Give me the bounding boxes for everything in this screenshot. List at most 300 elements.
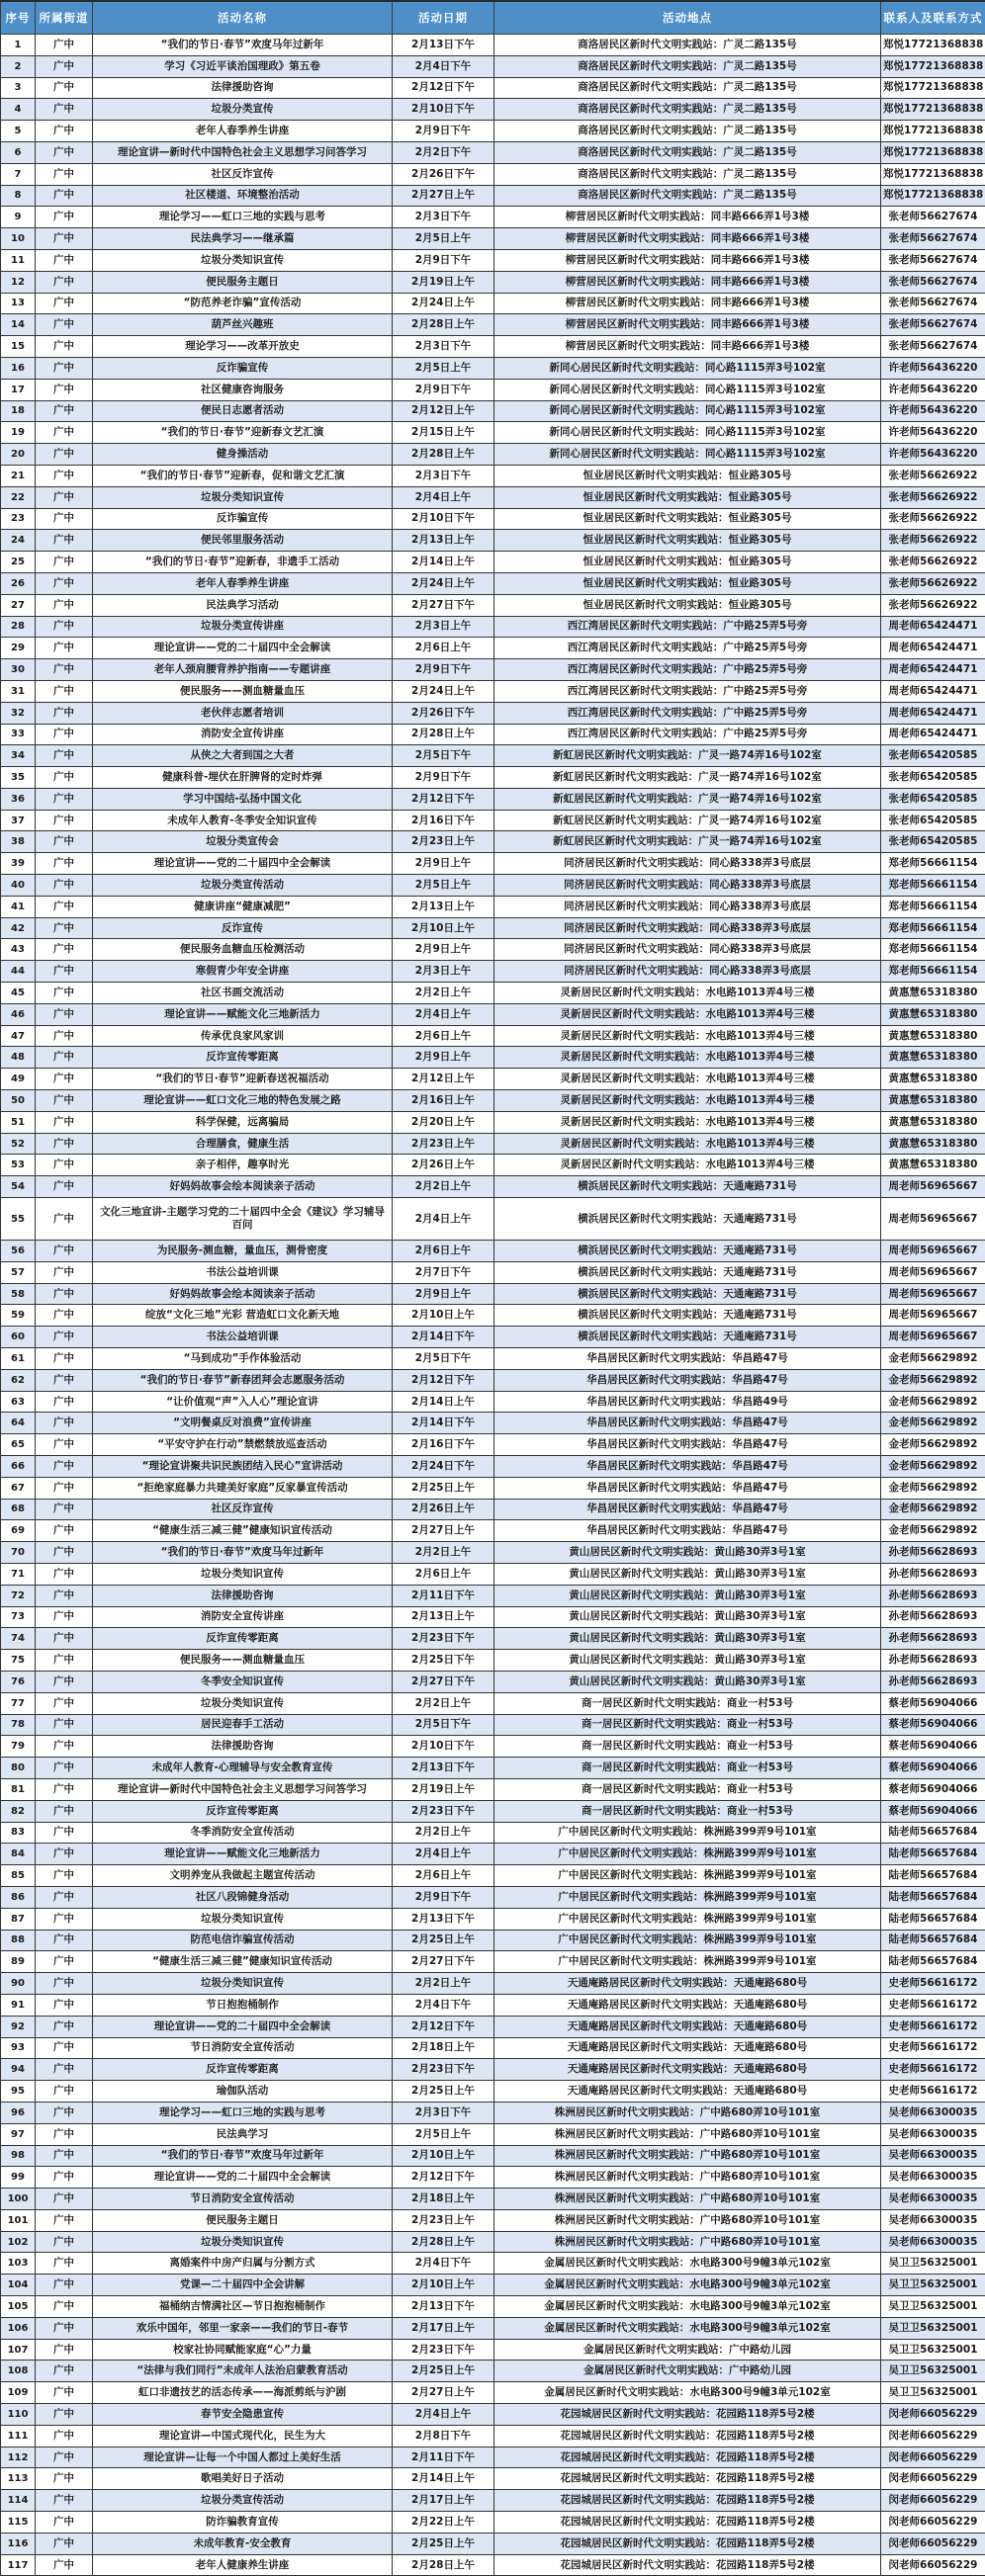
cell-activity-name: 老年人健康养生讲座	[93, 2554, 393, 2576]
cell-no: 67	[1, 1477, 36, 1499]
cell-activity-place: 商一居民区新时代文明实践站：商业一村53号	[494, 1778, 881, 1800]
cell-no: 77	[1, 1692, 36, 1714]
cell-activity-place: 华昌居民区新时代文明实践站：华昌路47号	[494, 1413, 881, 1434]
cell-activity-date: 2月27日下午	[393, 1951, 494, 1973]
cell-activity-place: 柳营居民区新时代文明实践站：同丰路666弄1号3楼	[494, 228, 881, 250]
cell-activity-name: 法律援助咨询	[93, 1585, 393, 1606]
cell-activity-date: 2月4日上午	[393, 1198, 494, 1241]
cell-activity-place: 新虹居民区新时代文明实践站：广灵一路74弄16号102室	[494, 810, 881, 831]
cell-street: 广中	[36, 1499, 93, 1520]
cell-contact: 金老师56629892	[881, 1369, 985, 1391]
cell-no: 9	[1, 207, 36, 228]
cell-activity-date: 2月23日上午	[393, 1133, 494, 1155]
cell-activity-place: 恒业居民区新时代文明实践站：恒业路305号	[494, 552, 881, 573]
cell-no: 71	[1, 1563, 36, 1585]
cell-contact: 张老师56627674	[881, 249, 985, 271]
cell-activity-name: 垃圾分类宣传	[93, 99, 393, 121]
cell-activity-place: 横浜居民区新时代文明实践站：天通庵路731号	[494, 1327, 881, 1348]
cell-no: 23	[1, 508, 36, 530]
cell-activity-name: 理论学习——改革开放史	[93, 336, 393, 358]
cell-no: 98	[1, 2145, 36, 2167]
cell-street: 广中	[36, 2296, 93, 2318]
cell-activity-date: 2月8日下午	[393, 2425, 494, 2447]
cell-contact: 郑悦17721368838	[881, 163, 985, 185]
cell-activity-name: 垃圾分类宣传会	[93, 831, 393, 853]
table-row	[1, 1973, 985, 1995]
cell-contact: 郑悦17721368838	[881, 141, 985, 163]
cell-contact: 张老师56626922	[881, 486, 985, 508]
cell-activity-place: 广中居民区新时代文明实践站：株洲路399弄9号101室	[494, 1844, 881, 1865]
table-row	[1, 1047, 985, 1069]
table-row	[1, 875, 985, 897]
cell-activity-place: 株洲居民区新时代文明实践站：广中路680弄10号101室	[494, 2102, 881, 2123]
table-row	[1, 1305, 985, 1327]
cell-contact: 张老师56627674	[881, 336, 985, 358]
cell-activity-place: 金属居民区新时代文明实践站：水电路300号9幢3单元102室	[494, 2382, 881, 2404]
cell-activity-name: 垃圾分类知识宣传	[93, 1563, 393, 1585]
cell-activity-date: 2月19日上午	[393, 271, 494, 293]
cell-activity-place: 新虹居民区新时代文明实践站：广灵一路74弄16号102室	[494, 788, 881, 810]
table-row	[1, 1003, 985, 1025]
cell-activity-date: 2月18日上午	[393, 2189, 494, 2210]
table-row	[1, 2382, 985, 2404]
cell-activity-date: 2月16日上午	[393, 1090, 494, 1112]
cell-activity-place: 华昌居民区新时代文明实践站：华昌路47号	[494, 1477, 881, 1499]
cell-activity-place: 金属居民区新时代文明实践站：水电路300号9幢3单元102室	[494, 2253, 881, 2275]
table-row	[1, 616, 985, 638]
cell-street: 广中	[36, 99, 93, 121]
cell-street: 广中	[36, 465, 93, 486]
cell-activity-place: 灵新居民区新时代文明实践站：水电路1013弄4号三楼	[494, 1025, 881, 1047]
table-row	[1, 1241, 985, 1262]
cell-activity-date: 2月2日上午	[393, 1822, 494, 1844]
cell-contact: 蔡老师56904066	[881, 1758, 985, 1779]
table-row	[1, 228, 985, 250]
table-row	[1, 594, 985, 616]
cell-street: 广中	[36, 2339, 93, 2361]
cell-street: 广中	[36, 1671, 93, 1692]
cell-activity-place: 天通庵路居民区新时代文明实践站：天通庵路680号	[494, 2059, 881, 2081]
cell-activity-date: 2月23日下午	[393, 1628, 494, 1650]
cell-contact: 陆老师56657684	[881, 1865, 985, 1887]
cell-no: 82	[1, 1800, 36, 1822]
table-row	[1, 314, 985, 336]
cell-activity-date: 2月15日上午	[393, 422, 494, 444]
cell-street: 广中	[36, 1930, 93, 1951]
cell-activity-place: 柳营居民区新时代文明实践站：同丰路666弄1号3楼	[494, 314, 881, 336]
cell-activity-name: 理论宣讲—新时代中国特色社会主义思想学习问答学习	[93, 141, 393, 163]
cell-contact: 张老师56627674	[881, 207, 985, 228]
cell-street: 广中	[36, 1456, 93, 1478]
cell-no: 16	[1, 357, 36, 379]
cell-activity-place: 黄山居民区新时代文明实践站：黄山路30弄3号1室	[494, 1650, 881, 1672]
cell-activity-date: 2月9日下午	[393, 659, 494, 681]
cell-activity-date: 2月9日下午	[393, 1886, 494, 1908]
cell-no: 46	[1, 1003, 36, 1025]
table-row	[1, 917, 985, 939]
cell-activity-date: 2月24日下午	[393, 1456, 494, 1478]
cell-activity-place: 商一居民区新时代文明实践站：商业一村53号	[494, 1714, 881, 1736]
cell-activity-name: 党课—二十届四中全会讲解	[93, 2275, 393, 2296]
cell-no: 106	[1, 2317, 36, 2339]
cell-contact: 周老师56965667	[881, 1305, 985, 1327]
cell-street: 广中	[36, 745, 93, 767]
cell-contact: 闵老师66056229	[881, 2512, 985, 2533]
cell-activity-place: 株洲居民区新时代文明实践站：广中路680弄10号101室	[494, 2231, 881, 2253]
cell-activity-place: 恒业居民区新时代文明实践站：恒业路305号	[494, 508, 881, 530]
cell-activity-date: 2月7日下午	[393, 1261, 494, 1283]
cell-contact: 闵老师66056229	[881, 2425, 985, 2447]
cell-activity-name: “我们的节日·春节”新春团拜会志愿服务活动	[93, 1369, 393, 1391]
cell-contact: 黄惠慧65318380	[881, 1025, 985, 1047]
cell-activity-date: 2月14日上午	[393, 552, 494, 573]
cell-contact: 蔡老师56904066	[881, 1736, 985, 1758]
cell-activity-name: 民法典学习	[93, 2123, 393, 2145]
cell-activity-date: 2月2日上午	[393, 1542, 494, 1564]
cell-activity-name: “拒绝家庭暴力共建美好家庭”反家暴宣传活动	[93, 1477, 393, 1499]
cell-street: 广中	[36, 228, 93, 250]
cell-no: 116	[1, 2533, 36, 2554]
cell-no: 112	[1, 2447, 36, 2468]
cell-no: 24	[1, 530, 36, 552]
cell-contact: 许老师56436220	[881, 444, 985, 466]
cell-contact: 郑老师56661154	[881, 961, 985, 983]
cell-street: 广中	[36, 702, 93, 724]
cell-activity-date: 2月4日上午	[393, 2404, 494, 2426]
cell-street: 广中	[36, 1778, 93, 1800]
cell-contact: 孙老师56628693	[881, 1628, 985, 1650]
cell-street: 广中	[36, 2447, 93, 2468]
cell-activity-date: 2月23日上午	[393, 831, 494, 853]
cell-activity-place: 同济居民区新时代文明实践站：同心路338弄3号底层	[494, 961, 881, 983]
cell-street: 广中	[36, 2533, 93, 2554]
cell-street: 广中	[36, 2253, 93, 2275]
cell-activity-name: 理论宣讲—让每一个中国人都过上美好生活	[93, 2447, 393, 2468]
cell-no: 105	[1, 2296, 36, 2318]
cell-activity-place: 商洛居民区新时代文明实践站：广灵二路135号	[494, 35, 881, 56]
cell-activity-place: 西江湾居民区新时代文明实践站：广中路25弄5号旁	[494, 702, 881, 724]
cell-contact: 郑悦17721368838	[881, 35, 985, 56]
cell-activity-name: “健康生活三减三健”健康知识宣传活动	[93, 1520, 393, 1542]
cell-no: 18	[1, 400, 36, 422]
table-row	[1, 1198, 985, 1241]
cell-contact: 郑老师56661154	[881, 875, 985, 897]
cell-no: 42	[1, 917, 36, 939]
cell-activity-name: 理论宣讲——党的二十届四中全会解读	[93, 853, 393, 875]
cell-no: 34	[1, 745, 36, 767]
cell-activity-date: 2月28日上午	[393, 314, 494, 336]
cell-no: 36	[1, 788, 36, 810]
cell-contact: 金老师56629892	[881, 1477, 985, 1499]
cell-activity-place: 恒业居民区新时代文明实践站：恒业路305号	[494, 594, 881, 616]
cell-contact: 陆老师56657684	[881, 1822, 985, 1844]
cell-contact: 周老师65424471	[881, 702, 985, 724]
cell-contact: 闵老师66056229	[881, 2490, 985, 2512]
cell-contact: 史老师56616172	[881, 1973, 985, 1995]
cell-activity-place: 天通庵路居民区新时代文明实践站：天通庵路680号	[494, 2016, 881, 2037]
cell-activity-date: 2月9日下午	[393, 121, 494, 142]
cell-activity-place: 广中居民区新时代文明实践站：株洲路399弄9号101室	[494, 1908, 881, 1930]
cell-street: 广中	[36, 1951, 93, 1973]
cell-activity-place: 商一居民区新时代文明实践站：商业一村53号	[494, 1692, 881, 1714]
cell-no: 93	[1, 2037, 36, 2059]
table-row	[1, 1650, 985, 1672]
cell-activity-date: 2月10日上午	[393, 2145, 494, 2167]
cell-activity-date: 2月25日下午	[393, 1650, 494, 1672]
cell-activity-date: 2月19日上午	[393, 1778, 494, 1800]
cell-no: 62	[1, 1369, 36, 1391]
cell-activity-date: 2月9日上午	[393, 939, 494, 961]
cell-activity-date: 2月13日下午	[393, 1758, 494, 1779]
cell-activity-place: 恒业居民区新时代文明实践站：恒业路305号	[494, 530, 881, 552]
cell-contact: 孙老师56628693	[881, 1585, 985, 1606]
cell-activity-date: 2月6日上午	[393, 638, 494, 659]
cell-street: 广中	[36, 2189, 93, 2210]
cell-activity-date: 2月5日上午	[393, 875, 494, 897]
table-row	[1, 1714, 985, 1736]
cell-street: 广中	[36, 1241, 93, 1262]
header-activity-place: 活动地点	[494, 1, 881, 35]
cell-activity-name: 反诈宣传	[93, 917, 393, 939]
cell-activity-name: 理论宣讲——赋能文化三地新活力	[93, 1003, 393, 1025]
cell-street: 广中	[36, 1434, 93, 1456]
cell-street: 广中	[36, 1606, 93, 1628]
cell-activity-date: 2月6日上午	[393, 1025, 494, 1047]
cell-contact: 陆老师56657684	[881, 1908, 985, 1930]
cell-activity-place: 花园城居民区新时代文明实践站：花园路118弄5号2楼	[494, 2490, 881, 2512]
cell-activity-date: 2月9日下午	[393, 379, 494, 400]
cell-no: 54	[1, 1176, 36, 1198]
cell-activity-place: 西江湾居民区新时代文明实践站：广中路25弄5号旁	[494, 659, 881, 681]
table-row	[1, 293, 985, 314]
cell-contact: 金老师56629892	[881, 1391, 985, 1413]
cell-activity-name: 反诈宣传零距离	[93, 2059, 393, 2081]
cell-contact: 许老师56436220	[881, 379, 985, 400]
cell-street: 广中	[36, 207, 93, 228]
table-row	[1, 2275, 985, 2296]
cell-no: 37	[1, 810, 36, 831]
cell-contact: 吴老师66300035	[881, 2123, 985, 2145]
cell-activity-place: 商一居民区新时代文明实践站：商业一村53号	[494, 1736, 881, 1758]
cell-activity-place: 灵新居民区新时代文明实践站：水电路1013弄4号三楼	[494, 1111, 881, 1133]
table-row	[1, 1090, 985, 1112]
cell-street: 广中	[36, 1628, 93, 1650]
cell-no: 97	[1, 2123, 36, 2145]
cell-street: 广中	[36, 788, 93, 810]
cell-activity-name: 消防安全宣传讲座	[93, 724, 393, 745]
cell-street: 广中	[36, 271, 93, 293]
cell-no: 33	[1, 724, 36, 745]
cell-contact: 周老师56965667	[881, 1283, 985, 1305]
table-row	[1, 1908, 985, 1930]
cell-activity-name: 虹口非遗技艺的活态传承——海派剪纸与沪剧	[93, 2382, 393, 2404]
cell-no: 43	[1, 939, 36, 961]
cell-activity-place: 华昌居民区新时代文明实践站：华昌路47号	[494, 1499, 881, 1520]
cell-street: 广中	[36, 983, 93, 1004]
cell-activity-name: 便民日志愿者活动	[93, 400, 393, 422]
cell-street: 广中	[36, 1886, 93, 1908]
cell-activity-name: 反诈骗宣传	[93, 508, 393, 530]
cell-activity-date: 2月5日上午	[393, 2123, 494, 2145]
cell-contact: 张老师56626922	[881, 572, 985, 594]
cell-activity-name: 社区楼道、环境整治活动	[93, 185, 393, 207]
cell-activity-name: 冬季安全知识宣传	[93, 1671, 393, 1692]
cell-no: 20	[1, 444, 36, 466]
cell-activity-name: 法律援助咨询	[93, 1736, 393, 1758]
cell-contact: 金老师56629892	[881, 1348, 985, 1370]
cell-no: 12	[1, 271, 36, 293]
cell-activity-place: 花园城居民区新时代文明实践站：花园路118弄5号2楼	[494, 2533, 881, 2554]
cell-street: 广中	[36, 2081, 93, 2103]
cell-activity-date: 2月27日下午	[393, 594, 494, 616]
cell-activity-place: 横浜居民区新时代文明实践站：天通庵路731号	[494, 1261, 881, 1283]
table-row	[1, 724, 985, 745]
cell-street: 广中	[36, 2037, 93, 2059]
cell-activity-name: 寒假青少年安全讲座	[93, 961, 393, 983]
table-row	[1, 638, 985, 659]
cell-activity-name: 社区反诈宣传	[93, 1499, 393, 1520]
table-row	[1, 1434, 985, 1456]
cell-contact: 周老师56965667	[881, 1176, 985, 1198]
cell-contact: 黄惠慧65318380	[881, 1090, 985, 1112]
cell-activity-name: 学习中国结-弘扬中国文化	[93, 788, 393, 810]
cell-no: 50	[1, 1090, 36, 1112]
cell-no: 48	[1, 1047, 36, 1069]
cell-no: 35	[1, 767, 36, 789]
cell-activity-place: 灵新居民区新时代文明实践站：水电路1013弄4号三楼	[494, 1155, 881, 1176]
cell-no: 41	[1, 896, 36, 917]
cell-activity-place: 株洲居民区新时代文明实践站：广中路680弄10号101室	[494, 2145, 881, 2167]
cell-activity-name: 理论宣讲——党的二十届四中全会解读	[93, 2016, 393, 2037]
cell-activity-name: 社区书画交流活动	[93, 983, 393, 1004]
table-row	[1, 1542, 985, 1564]
cell-activity-date: 2月10日上午	[393, 2275, 494, 2296]
table-row	[1, 1736, 985, 1758]
table-row	[1, 163, 985, 185]
cell-contact: 蔡老师56904066	[881, 1800, 985, 1822]
cell-activity-name: 垃圾分类宣传活动	[93, 875, 393, 897]
table-row	[1, 55, 985, 77]
cell-contact: 黄惠慧65318380	[881, 1155, 985, 1176]
cell-contact: 陆老师56657684	[881, 1951, 985, 1973]
cell-contact: 许老师56436220	[881, 422, 985, 444]
cell-contact: 郑老师56661154	[881, 917, 985, 939]
cell-street: 广中	[36, 249, 93, 271]
cell-activity-place: 新同心居民区新时代文明实践站：同心路1115弄3号102室	[494, 444, 881, 466]
cell-street: 广中	[36, 1973, 93, 1995]
table-row	[1, 2447, 985, 2468]
table-row	[1, 1563, 985, 1585]
cell-activity-name: 书法公益培训课	[93, 1327, 393, 1348]
table-row	[1, 2490, 985, 2512]
cell-no: 56	[1, 1241, 36, 1262]
cell-activity-date: 2月4日上午	[393, 486, 494, 508]
cell-no: 96	[1, 2102, 36, 2123]
cell-no: 74	[1, 1628, 36, 1650]
cell-activity-date: 2月10日下午	[393, 1736, 494, 1758]
cell-no: 21	[1, 465, 36, 486]
cell-activity-place: 恒业居民区新时代文明实践站：恒业路305号	[494, 486, 881, 508]
table-row	[1, 444, 985, 466]
cell-no: 72	[1, 1585, 36, 1606]
cell-contact: 史老师56616172	[881, 2081, 985, 2103]
cell-activity-date: 2月17日上午	[393, 2490, 494, 2512]
cell-street: 广中	[36, 1800, 93, 1822]
cell-no: 5	[1, 121, 36, 142]
cell-no: 3	[1, 77, 36, 99]
cell-contact: 吴卫卫56325001	[881, 2361, 985, 2382]
cell-activity-date: 2月14日上午	[393, 1391, 494, 1413]
cell-activity-place: 黄山居民区新时代文明实践站：黄山路30弄3号1室	[494, 1563, 881, 1585]
cell-activity-name: “马到成功”手作体验活动	[93, 1348, 393, 1370]
cell-street: 广中	[36, 1758, 93, 1779]
cell-no: 66	[1, 1456, 36, 1478]
cell-contact: 张老师56626922	[881, 508, 985, 530]
cell-activity-place: 西江湾居民区新时代文明实践站：广中路25弄5号旁	[494, 680, 881, 702]
cell-activity-name: 垃圾分类知识宣传	[93, 249, 393, 271]
cell-activity-name: 便民服务主题日	[93, 271, 393, 293]
cell-no: 63	[1, 1391, 36, 1413]
cell-contact: 孙老师56628693	[881, 1563, 985, 1585]
cell-no: 4	[1, 99, 36, 121]
table-row	[1, 1778, 985, 1800]
cell-no: 75	[1, 1650, 36, 1672]
cell-activity-place: 同济居民区新时代文明实践站：同心路338弄3号底层	[494, 875, 881, 897]
cell-no: 15	[1, 336, 36, 358]
table-row	[1, 1456, 985, 1478]
cell-street: 广中	[36, 2382, 93, 2404]
cell-street: 广中	[36, 594, 93, 616]
cell-contact: 郑老师56661154	[881, 896, 985, 917]
cell-activity-place: 灵新居民区新时代文明实践站：水电路1013弄4号三楼	[494, 1090, 881, 1112]
cell-activity-place: 商洛居民区新时代文明实践站：广灵二路135号	[494, 99, 881, 121]
cell-activity-name: 歌唱美好日子活动	[93, 2468, 393, 2490]
cell-activity-name: “平安守护在行动”禁燃禁放巡查活动	[93, 1434, 393, 1456]
table-row	[1, 2361, 985, 2382]
cell-no: 52	[1, 1133, 36, 1155]
table-row	[1, 1477, 985, 1499]
cell-activity-name: 垃圾分类知识宣传	[93, 1908, 393, 1930]
cell-contact: 黄惠慧65318380	[881, 1111, 985, 1133]
cell-street: 广中	[36, 831, 93, 853]
cell-no: 68	[1, 1499, 36, 1520]
cell-activity-place: 天通庵路居民区新时代文明实践站：天通庵路680号	[494, 2081, 881, 2103]
header-contact: 联系人及联系方式	[881, 1, 985, 35]
cell-street: 广中	[36, 961, 93, 983]
cell-no: 58	[1, 1283, 36, 1305]
cell-street: 广中	[36, 767, 93, 789]
cell-no: 87	[1, 1908, 36, 1930]
cell-street: 广中	[36, 141, 93, 163]
cell-activity-name: 便民服务——测血糖量血压	[93, 680, 393, 702]
cell-contact: 史老师56616172	[881, 2059, 985, 2081]
table-row	[1, 1025, 985, 1047]
table-row	[1, 1069, 985, 1090]
table-row	[1, 1606, 985, 1628]
cell-street: 广中	[36, 2361, 93, 2382]
cell-activity-name: “法律与我们同行”未成年人法治启蒙教育活动	[93, 2361, 393, 2382]
cell-contact: 郑悦17721368838	[881, 99, 985, 121]
cell-street: 广中	[36, 444, 93, 466]
table-row	[1, 1176, 985, 1198]
cell-street: 广中	[36, 293, 93, 314]
cell-no: 31	[1, 680, 36, 702]
cell-no: 40	[1, 875, 36, 897]
cell-no: 83	[1, 1822, 36, 1844]
cell-activity-name: 便民服务血糖血压检测活动	[93, 939, 393, 961]
cell-street: 广中	[36, 400, 93, 422]
cell-street: 广中	[36, 724, 93, 745]
